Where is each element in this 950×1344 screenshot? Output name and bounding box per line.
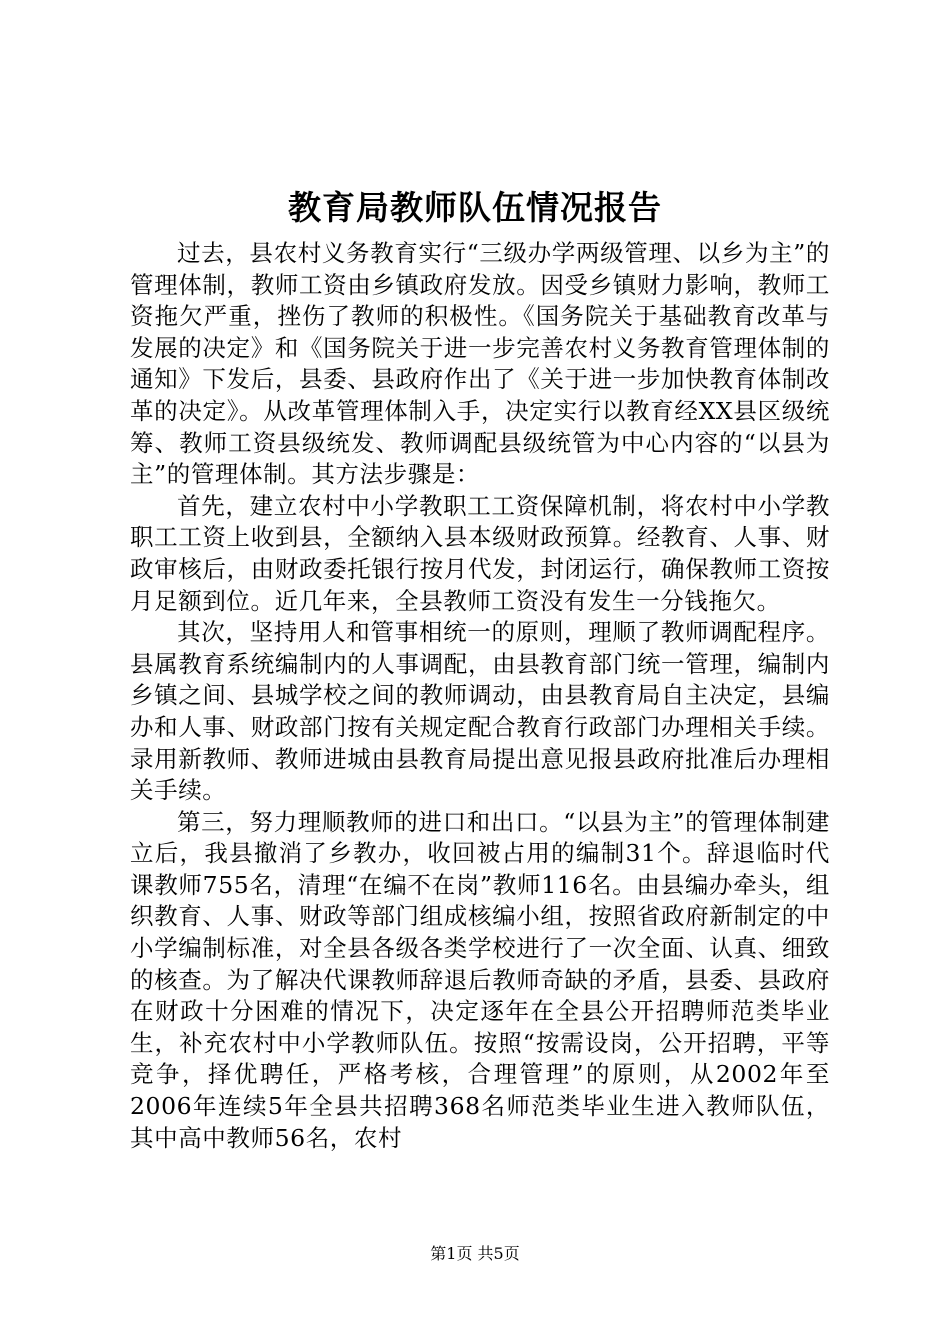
document-title: 教育局教师队伍情况报告 <box>288 188 662 227</box>
document-body <box>130 238 830 1154</box>
paragraph-second: 其次，坚持用人和管事相统一的原则，理顺了教师调配程序。县属教育系统编制内的人事调配，由县教育部门统一管理，编制内乡镇之间、县城学校之间的教师调动，由县教育局自主决定，县编办和人事、财政部门按有关规定配合教育行政部门办理相关手续。录用新教师、教师进城由县教育局提出意见报县政府批准后办理相关手续。 <box>130 618 830 805</box>
page-footer: 第1页 共5页 <box>430 1244 520 1263</box>
paragraph-third: 第三，努力理顺教师的进口和出口。“以县为主”的管理体制建立后，我县撤消了乡教办，收回被占用的编制31个。辞退临时代课教师755名，清理“在编不在岗”教师116名。由县编办牵头，组织教育、人事、财政等部门组成核编小组，按照省政府新制定的中小学编制标准，对全县各级各类学校进行了一次全面、认真、细致的核查。为了解决代课教师辞退后教师奇缺的矛盾，县委、县政府在财政十分困难的情况下，决定逐年在全县公开招聘师范类毕业生，补充农村中小学教师队伍。按照“按需设岗，公开招聘，平等竞争，择优聘任，严格考核，合理管理”的原则，从2002年至2006年连续5年全县共招聘368名师范类毕业生进入教师队伍，其中高中教师56名，农村 <box>130 807 830 1152</box>
paragraph-intro: 过去，县农村义务教育实行“三级办学两级管理、以乡为主”的管理体制，教师工资由乡镇政府发放。因受乡镇财力影响，教师工资拖欠严重，挫伤了教师的积极性。《国务院关于基础教育改革与发展的决定》和《国务院关于进一步完善农村义务教育管理体制的通知》下发后，县委、县政府作出了《关于进一步加快教育体制改革的决定》。从改革管理体制入手，决定实行以教育经XX县区级统筹、教师工资县级统发、教师调配县级统管为中心内容的“以县为主”的管理体制。其方法步骤是： <box>130 239 830 489</box>
paragraph-first: 首先，建立农村中小学教职工工资保障机制，将农村中小学教职工工资上收到县，全额纳入县本级财政预算。经教育、人事、财政审核后，由财政委托银行按月代发，封闭运行，确保教师工资按月足额到位。近几年来，全县教师工资没有发生一分钱拖欠。 <box>130 491 830 615</box>
